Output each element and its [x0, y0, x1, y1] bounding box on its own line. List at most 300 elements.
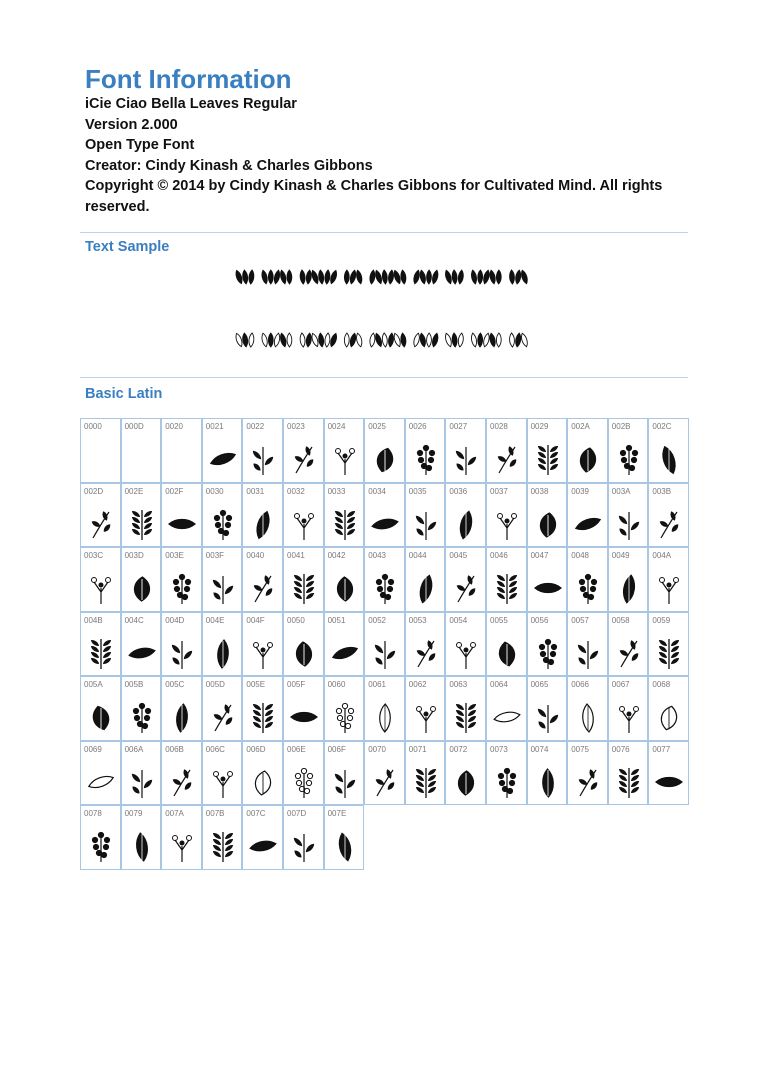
glyph-cell: [648, 547, 689, 612]
leaf-glyph-icon: [574, 635, 602, 673]
leaf-glyph-icon: [574, 570, 602, 608]
glyph-cell: [608, 676, 649, 741]
leaf-glyph-icon: [128, 828, 156, 866]
glyph-cell: [567, 612, 608, 677]
glyph-code: 006A: [124, 744, 144, 754]
glyph-code: 004F: [246, 615, 265, 625]
leaf-glyph-icon: [209, 828, 237, 866]
glyph-cell: [80, 805, 121, 870]
leaf-glyph-icon: [168, 764, 196, 802]
leaf-glyph-icon: [168, 570, 196, 608]
glyph-cell: [405, 676, 446, 741]
leaf-glyph-icon: [168, 635, 196, 673]
leaf-glyph-icon: [128, 506, 156, 544]
glyph-code: 004C: [124, 615, 144, 625]
leaf-glyph-icon: [371, 570, 399, 608]
glyph-cell: [324, 676, 365, 741]
leaf-glyph-icon: [412, 570, 440, 608]
leaf-glyph-icon: [412, 441, 440, 479]
glyph-cell: [608, 547, 649, 612]
glyph-code: 0047: [530, 551, 549, 560]
leaf-glyph-icon: [655, 635, 683, 673]
leaf-glyph-icon: [290, 699, 318, 737]
glyph-cell: [567, 676, 608, 741]
glyph-code: 005D: [205, 680, 225, 689]
glyph-code: 0075: [571, 744, 589, 754]
glyph-code: 0033: [327, 486, 346, 496]
glyph-cell: [527, 483, 568, 548]
text-sample-outline: [234, 331, 574, 349]
glyph-code: 0039: [571, 486, 589, 496]
glyph-cell: [567, 741, 608, 806]
glyph-cell: [648, 612, 689, 677]
glyph-cell: [648, 676, 689, 741]
glyph-cell: [121, 418, 162, 483]
glyph-cell: [242, 676, 283, 741]
glyph-code: 0046: [490, 551, 508, 560]
glyph-code: 006D: [246, 744, 266, 754]
leaf-glyph-icon: [168, 699, 196, 737]
glyph-code: 0049: [611, 551, 630, 560]
glyph-cell: [364, 612, 405, 677]
glyph-code: 002F: [165, 486, 184, 496]
glyph-code: 0057: [571, 615, 589, 625]
leaf-glyph-icon: [615, 635, 643, 673]
glyph-code: 0036: [449, 486, 468, 496]
leaf-glyph-icon: [371, 441, 399, 479]
glyph-code: 007E: [327, 809, 347, 818]
glyph-cell: [324, 612, 365, 677]
glyph-code: 003C: [84, 551, 104, 560]
leaf-glyph-icon: [615, 699, 643, 737]
divider: [80, 377, 688, 378]
glyph-code: 0063: [449, 680, 468, 689]
glyph-cell: [283, 676, 324, 741]
glyph-cell: [121, 547, 162, 612]
glyph-code: 002E: [124, 486, 144, 496]
glyph-cell: [242, 612, 283, 677]
glyph-code: 0041: [287, 551, 305, 560]
glyph-cell: [202, 483, 243, 548]
glyph-code: 0056: [530, 615, 549, 625]
glyph-cell: [567, 483, 608, 548]
glyph-cell: [405, 483, 446, 548]
leaf-glyph-icon: [534, 764, 562, 802]
glyph-code: 003A: [611, 486, 631, 496]
glyph-code: 0071: [408, 744, 427, 754]
leaf-glyph-icon: [209, 441, 237, 479]
glyph-cell: [486, 547, 527, 612]
glyph-code: 0038: [530, 486, 549, 496]
glyph-code: 0069: [84, 744, 102, 754]
glyph-code: 0021: [205, 422, 224, 431]
glyph-code: 0067: [611, 680, 630, 689]
glyph-code: 0032: [287, 486, 305, 496]
leaf-glyph-icon: [290, 764, 318, 802]
glyph-code: 0058: [611, 615, 630, 625]
glyph-code: 002C: [652, 422, 672, 431]
leaf-glyph-icon: [371, 506, 399, 544]
glyph-cell: [445, 612, 486, 677]
glyph-code: 0000: [84, 422, 102, 431]
leaf-glyph-icon: [249, 764, 277, 802]
glyph-code: 0048: [571, 551, 589, 560]
leaf-glyph-icon: [249, 635, 277, 673]
glyph-cell: [202, 612, 243, 677]
leaf-glyph-icon: [249, 570, 277, 608]
leaf-glyph-icon: [534, 506, 562, 544]
glyph-code: 003F: [205, 551, 225, 560]
leaf-glyph-icon: [412, 764, 440, 802]
glyph-cell: [283, 805, 324, 870]
glyph-code: 002B: [611, 422, 631, 431]
glyph-code: 0064: [490, 680, 508, 689]
glyph-code: 0060: [327, 680, 346, 689]
glyph-cell: [567, 547, 608, 612]
glyph-cell: [283, 418, 324, 483]
leaf-glyph-icon: [412, 635, 440, 673]
leaf-glyph-icon: [452, 635, 480, 673]
glyph-code: 0035: [408, 486, 427, 496]
leaf-glyph-icon: [168, 506, 196, 544]
glyph-cell: [486, 676, 527, 741]
glyph-cell: [283, 612, 324, 677]
leaf-glyph-icon: [290, 635, 318, 673]
glyph-code: 005F: [287, 680, 306, 689]
leaf-glyph-icon: [412, 506, 440, 544]
glyph-code: 0054: [449, 615, 468, 625]
glyph-cell: [648, 741, 689, 806]
glyph-code: 0051: [327, 615, 346, 625]
glyph-cell: [486, 741, 527, 806]
glyph-cell: [80, 483, 121, 548]
glyph-cell: [242, 483, 283, 548]
leaf-glyph-icon: [290, 828, 318, 866]
glyph-code: 005E: [246, 680, 266, 689]
leaf-glyph-icon: [534, 570, 562, 608]
glyph-code: 0025: [368, 422, 386, 431]
glyph-cell: [608, 741, 649, 806]
glyph-cell: [364, 483, 405, 548]
leaf-glyph-icon: [87, 570, 115, 608]
glyph-cell: [445, 741, 486, 806]
glyph-code: 0059: [652, 615, 671, 625]
glyph-cell: [202, 805, 243, 870]
leaf-glyph-icon: [615, 506, 643, 544]
leaf-glyph-icon: [331, 635, 359, 673]
leaf-glyph-icon: [493, 441, 521, 479]
glyph-code: 007C: [246, 809, 266, 818]
font-name: iCie Ciao Bella Leaves Regular: [85, 96, 297, 112]
glyph-cell: [242, 547, 283, 612]
leaf-glyph-icon: [331, 699, 359, 737]
glyph-cell: [364, 741, 405, 806]
leaf-glyph-icon: [493, 635, 521, 673]
leaf-glyph-icon: [128, 699, 156, 737]
leaf-glyph-icon: [574, 764, 602, 802]
glyph-cell: [202, 418, 243, 483]
glyph-cell: [121, 805, 162, 870]
glyph-code: 003B: [652, 486, 672, 496]
leaf-glyph-icon: [168, 828, 196, 866]
glyph-code: 0022: [246, 422, 265, 431]
leaf-glyph-icon: [655, 699, 683, 737]
glyph-code: 0028: [490, 422, 508, 431]
glyph-cell: [486, 483, 527, 548]
leaf-glyph-icon: [655, 570, 683, 608]
glyph-code: 006C: [205, 744, 225, 754]
glyph-code: 002A: [571, 422, 590, 431]
glyph-cell: [242, 805, 283, 870]
glyph-code: 0026: [408, 422, 427, 431]
leaf-glyph-icon: [87, 828, 115, 866]
glyph-code: 0043: [368, 551, 386, 560]
leaf-glyph-icon: [290, 506, 318, 544]
glyph-cell: [202, 547, 243, 612]
glyph-cell: [648, 483, 689, 548]
glyph-cell: [121, 483, 162, 548]
leaf-glyph-icon: [615, 764, 643, 802]
glyph-cell: [608, 612, 649, 677]
glyph-cell: [121, 741, 162, 806]
leaf-glyph-icon: [249, 506, 277, 544]
leaf-glyph-icon: [655, 506, 683, 544]
glyph-cell: [80, 741, 121, 806]
leaf-glyph-icon: [452, 764, 480, 802]
leaf-glyph-icon: [452, 506, 480, 544]
glyph-cell: [527, 741, 568, 806]
leaf-glyph-icon: [128, 635, 156, 673]
glyph-code: 0040: [246, 551, 265, 560]
leaf-glyph-icon: [655, 441, 683, 479]
leaf-glyph-icon: [574, 699, 602, 737]
glyph-cell: [405, 418, 446, 483]
leaf-glyph-icon: [331, 441, 359, 479]
glyph-cell: [527, 612, 568, 677]
glyph-cell: [242, 741, 283, 806]
leaf-glyph-icon: [87, 699, 115, 737]
leaf-glyph-icon: [87, 635, 115, 673]
glyph-code: 0065: [530, 680, 549, 689]
leaf-glyph-icon: [534, 635, 562, 673]
glyph-cell: [445, 676, 486, 741]
glyph-code: 004E: [205, 615, 225, 625]
glyph-code: 003D: [124, 551, 144, 560]
leaf-glyph-icon: [615, 441, 643, 479]
leaf-glyph-icon: [290, 441, 318, 479]
glyph-cell: [405, 612, 446, 677]
text-sample-title: Text Sample: [85, 239, 170, 255]
glyph-code: 004B: [84, 615, 103, 625]
leaf-sample-outline-row-icon: [234, 331, 574, 349]
leaf-glyph-icon: [493, 506, 521, 544]
leaf-glyph-icon: [574, 441, 602, 479]
leaf-glyph-icon: [128, 764, 156, 802]
glyph-code: 0029: [530, 422, 549, 431]
leaf-glyph-icon: [371, 699, 399, 737]
glyph-code: 0066: [571, 680, 589, 689]
glyph-code: 006E: [287, 744, 306, 754]
glyph-cell: [202, 676, 243, 741]
glyph-code: 0077: [652, 744, 671, 754]
leaf-glyph-icon: [209, 764, 237, 802]
glyph-cell: [324, 805, 365, 870]
glyph-code: 006B: [165, 744, 184, 754]
leaf-glyph-icon: [371, 764, 399, 802]
glyph-cell: [161, 612, 202, 677]
glyph-cell: [567, 418, 608, 483]
glyph-cell: [161, 805, 202, 870]
glyph-cell: [121, 612, 162, 677]
glyph-cell: [364, 676, 405, 741]
glyph-cell: [80, 676, 121, 741]
glyph-cell: [324, 547, 365, 612]
glyph-code: 004D: [165, 615, 185, 625]
glyph-code: 007A: [165, 809, 184, 818]
glyph-code: 0076: [611, 744, 630, 754]
leaf-glyph-icon: [87, 506, 115, 544]
leaf-glyph-icon: [209, 570, 237, 608]
glyph-cell: [405, 741, 446, 806]
glyph-cell: [486, 418, 527, 483]
leaf-glyph-icon: [452, 570, 480, 608]
glyph-cell: [283, 741, 324, 806]
glyph-cell: [486, 612, 527, 677]
glyph-code: 0074: [530, 744, 549, 754]
leaf-glyph-icon: [249, 699, 277, 737]
leaf-glyph-icon: [534, 441, 562, 479]
glyph-code: 0050: [287, 615, 305, 625]
font-version: Version 2.000: [85, 116, 178, 133]
glyph-code: 0072: [449, 744, 468, 754]
glyph-code: 0073: [490, 744, 508, 754]
font-details: [85, 94, 705, 218]
glyph-code: 005C: [165, 680, 185, 689]
glyph-code: 006F: [327, 744, 346, 754]
text-sample-filled: [234, 268, 574, 286]
glyph-code: 0078: [84, 809, 102, 818]
glyph-cell: [161, 676, 202, 741]
glyph-code: 0024: [327, 422, 346, 431]
glyph-code: 002D: [84, 486, 104, 496]
leaf-glyph-icon: [615, 570, 643, 608]
glyph-code: 0061: [368, 680, 386, 689]
glyph-cell: [445, 547, 486, 612]
glyph-cell: [121, 676, 162, 741]
font-creator: Creator: Cindy Kinash & Charles Gibbons: [85, 157, 373, 174]
glyph-cell: [283, 547, 324, 612]
glyph-cell: [161, 483, 202, 548]
glyph-cell: [324, 741, 365, 806]
glyph-cell: [364, 418, 405, 483]
glyph-cell: [202, 741, 243, 806]
glyph-cell: [527, 676, 568, 741]
leaf-glyph-icon: [128, 570, 156, 608]
leaf-glyph-icon: [534, 699, 562, 737]
glyph-cell: [608, 483, 649, 548]
glyph-code: 0052: [368, 615, 386, 625]
leaf-glyph-icon: [493, 699, 521, 737]
glyph-cell: [80, 418, 121, 483]
glyph-code: 0045: [449, 551, 468, 560]
glyph-cell: [324, 418, 365, 483]
glyph-code: 0037: [490, 486, 508, 496]
glyph-code: 0030: [205, 486, 224, 496]
glyph-cell: [80, 547, 121, 612]
glyph-code: 005B: [124, 680, 144, 689]
glyph-code: 0031: [246, 486, 265, 496]
glyph-code: 0068: [652, 680, 671, 689]
leaf-glyph-icon: [371, 635, 399, 673]
glyph-code: 0053: [408, 615, 427, 625]
glyph-code: 0044: [408, 551, 427, 560]
leaf-glyph-icon: [331, 570, 359, 608]
glyph-cell: [608, 418, 649, 483]
font-copyright: Copyright © 2014 by Cindy Kinash & Charles Gibbons for Cultivated Mind. All rights reserved.: [85, 178, 663, 215]
glyph-cell: [445, 483, 486, 548]
divider: [80, 232, 688, 233]
glyph-code: 0062: [408, 680, 427, 689]
leaf-glyph-icon: [290, 570, 318, 608]
glyph-code: 0020: [165, 422, 183, 431]
leaf-glyph-icon: [574, 506, 602, 544]
glyph-cell: [242, 418, 283, 483]
glyph-code: 005A: [84, 680, 103, 689]
leaf-glyph-icon: [452, 441, 480, 479]
glyph-code: 007B: [205, 809, 225, 818]
leaf-glyph-icon: [209, 635, 237, 673]
page-title: Font Information: [85, 64, 292, 94]
glyph-cell: [161, 741, 202, 806]
leaf-glyph-icon: [412, 699, 440, 737]
leaf-sample-row-icon: [234, 268, 574, 286]
leaf-glyph-icon: [493, 764, 521, 802]
glyph-cell: [527, 418, 568, 483]
leaf-glyph-icon: [209, 506, 237, 544]
glyph-cell: [80, 612, 121, 677]
glyph-cell: [405, 547, 446, 612]
glyph-code: 0070: [368, 744, 386, 754]
leaf-glyph-icon: [452, 699, 480, 737]
glyph-code: 007D: [287, 809, 307, 818]
leaf-glyph-icon: [87, 764, 115, 802]
glyph-code: 0055: [490, 615, 508, 625]
leaf-glyph-icon: [331, 764, 359, 802]
leaf-glyph-icon: [249, 441, 277, 479]
glyph-cell: [161, 418, 202, 483]
font-type: Open Type Font: [85, 137, 195, 154]
glyph-cell: [283, 483, 324, 548]
glyph-cell: [324, 483, 365, 548]
leaf-glyph-icon: [331, 506, 359, 544]
leaf-glyph-icon: [493, 570, 521, 608]
glyph-code: 0023: [287, 422, 305, 431]
leaf-glyph-icon: [331, 828, 359, 866]
glyph-cell: [161, 547, 202, 612]
glyph-code: 0027: [449, 422, 468, 431]
glyph-cell: [364, 547, 405, 612]
leaf-glyph-icon: [209, 699, 237, 737]
glyph-code: 003E: [165, 551, 184, 560]
glyph-cell: [648, 418, 689, 483]
glyph-cell: [445, 418, 486, 483]
glyph-code: 0079: [124, 809, 143, 818]
glyph-cell: [527, 547, 568, 612]
glyph-code: 0034: [368, 486, 386, 496]
leaf-glyph-icon: [249, 828, 277, 866]
glyph-code: 000D: [124, 422, 144, 431]
glyph-code: 0042: [327, 551, 346, 560]
